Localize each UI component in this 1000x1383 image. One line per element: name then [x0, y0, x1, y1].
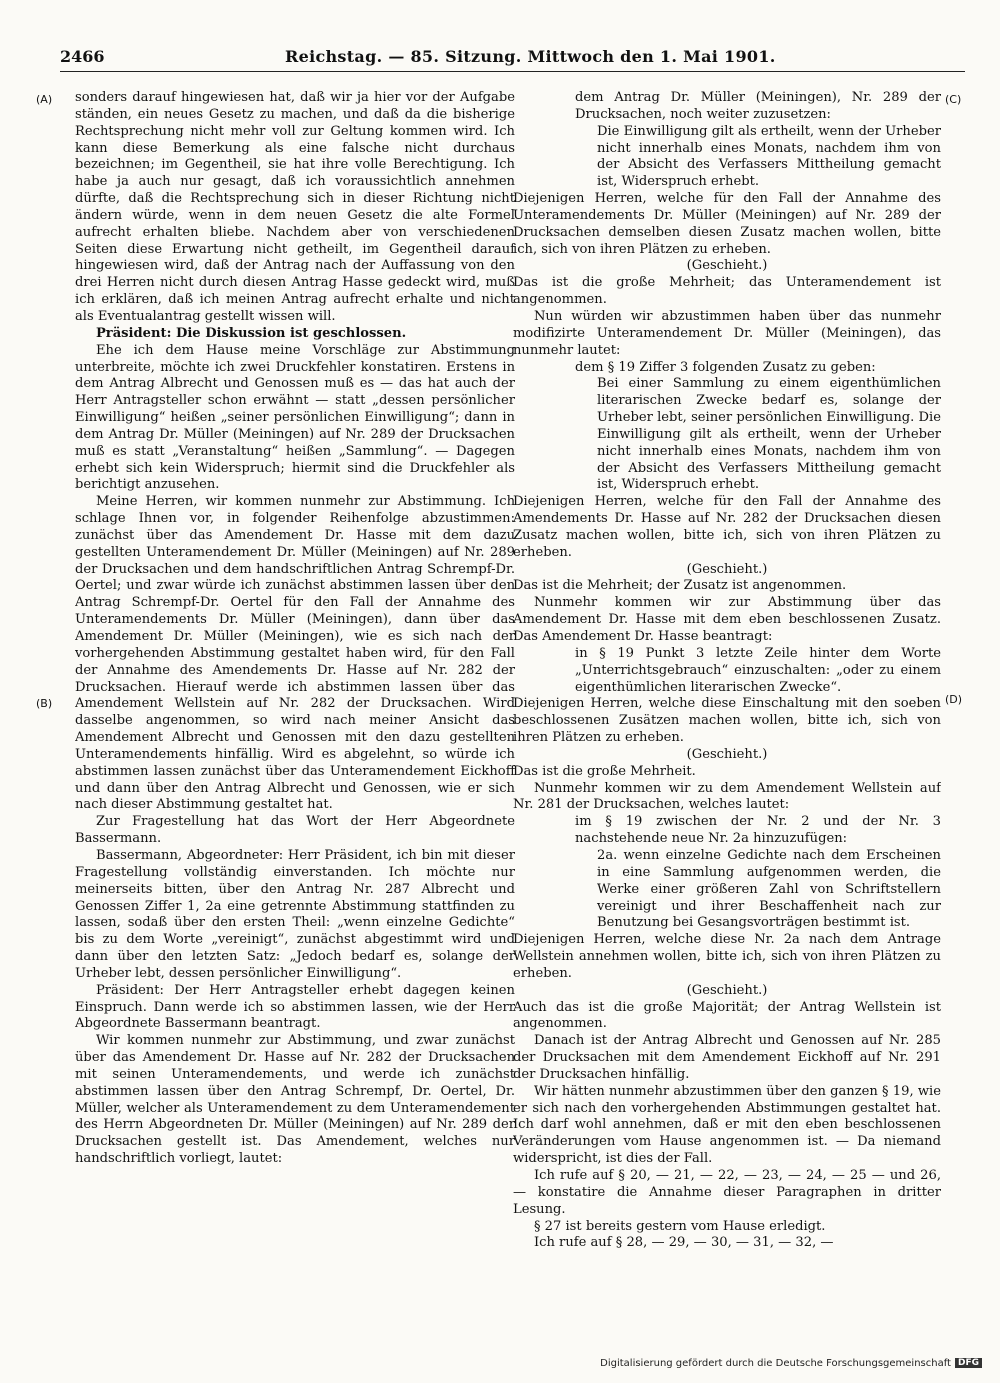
stage-direction: (Geschieht.): [686, 561, 768, 577]
left-column: [75, 90, 515, 1310]
paragraph: Nun würden wir abzustimmen haben über das nunmehr modifizirte Unteramendement Dr. Müller (Meiningen), das nunmehr lautet:: [513, 308, 941, 358]
paragraph: Das ist die Mehrheit; der Zusatz ist angenommen.: [513, 578, 847, 594]
paragraph: Zur Fragestellung hat das Wort der Herr Abgeordnete Bassermann.: [75, 814, 515, 847]
paragraph: Ich rufe auf § 20, — 21, — 22, — 23, — 24, — 25 — und 26, — konstatire die Annahme dieser Paragraphen in dritter Lesung.: [513, 1168, 941, 1217]
stage-direction: (Geschieht.): [686, 258, 768, 274]
paragraph: Ich rufe auf § 28, — 29, — 30, — 31, — 32, —: [533, 1235, 834, 1251]
margin-mark-a: (A): [36, 93, 53, 106]
margin-mark-d: (D): [945, 693, 963, 706]
page-number: 2466: [60, 47, 105, 66]
paragraph: Diejenigen Herren, welche für den Fall der Annahme des Unteramendements Dr. Müller (Meiningen) auf Nr. 289 der Drucksachen demselben diesen Zusatz machen wollen, bitte ich, sich von ihren Plätzen zu erheben.: [513, 191, 941, 257]
margin-mark-b: (B): [36, 697, 53, 710]
stage-direction: (Geschieht.): [686, 746, 768, 762]
paragraph: Das ist die große Mehrheit; das Unteramendement ist angenommen.: [513, 275, 941, 308]
running-title: Reichstag. — 85. Sitzung. Mittwoch den 1. Mai 1901.: [285, 47, 776, 66]
paragraph: Diejenigen Herren, welche diese Nr. 2a nach dem Antrage Wellstein annehmen wollen, bitte ich, sich von ihren Plätzen zu erheben.: [513, 932, 941, 981]
quoted-text: Die Einwilligung gilt als ertheilt, wenn der Urheber nicht innerhalb eines Monats, nachdem ihm von der Absicht des Verfassers Mittheilung gemacht ist, Widerspruch erhebt.: [597, 123, 941, 190]
stage-direction: (Geschieht.): [686, 982, 768, 998]
paragraph: Das ist die große Mehrheit.: [513, 763, 696, 779]
paragraph: Diejenigen Herren, welche für den Fall der Annahme des Amendements Dr. Hasse auf Nr. 282 der Drucksachen diesen Zusatz machen wollen, bitte ich, sich von ihren Plätzen zu erheben.: [513, 494, 941, 560]
paragraph: Auch das ist die große Majorität; der Antrag Wellstein ist angenommen.: [513, 999, 941, 1032]
paragraph: Meine Herren, wir kommen nunmehr zur Abstimmung. Ich schlage Ihnen vor, in folgender Reihenfolge abzustimmen: zunächst über das Amendement Dr. Hasse mit dem dazu gestellten Unteramendement Dr. Müller (Meiningen) auf Nr. 289 der Drucksachen und dem handschriftlichen Antrag Schrempf-Dr. Oertel; und zwar würde ich zunächst abstimmen lassen über den Antrag Schrempf-Dr. Oertel für den Fall der Annahme des Unteramendements Dr. Müller (Meiningen), dann über das Amendement Dr. Müller (Meiningen), wie es sich nach der vorhergehenden Abstimmung gestaltet haben wird, für den Fall der Annahme des Amendements Dr. Hasse auf Nr. 282 der Drucksachen. Hierauf werde ich abstimmen lassen über das Amendement Wellstein auf Nr. 282 der Drucksachen. Wird dasselbe angenommen, so wird nach meiner Ansicht das Amendement Albrecht und Genossen mit den dazu gestellten Unteramendements hinfällig. Wird es abgelehnt, so würde ich abstimmen lassen zunächst über das Unteramendement Eickhoff und dann über den Antrag Albrecht und Genossen, wie er sich nach dieser Abstimmung gestaltet hat.: [75, 494, 515, 813]
paragraph: Danach ist der Antrag Albrecht und Genossen auf Nr. 285 der Drucksachen mit dem Amendement Eickhoff auf Nr. 291 der Drucksachen hinfällig.: [513, 1033, 941, 1082]
speaker-paragraph: Bassermann, Abgeordneter: Herr Präsident, ich bin mit dieser Fragestellung vollständig einverstanden. Ich möchte nur meinerseits bitten, über den Antrag Nr. 287 Albrecht und Genossen Ziffer 1, 2a eine getrennte Abstimmung stattfinden zu lassen, sodaß über den ersten Theil: „wenn einzelne Gedichte“ bis zu dem Worte „vereinigt“, zunächst abgestimmt wird und dann über den letzten Satz: „Jedoch bedarf es, solange der Urheber lebt, dessen persönlicher Einwilligung“.: [75, 847, 515, 981]
right-column: [513, 90, 941, 1310]
paragraph: Diejenigen Herren, welche diese Einschaltung mit den soeben beschlossenen Zusätzen machen wollen, bitte ich, sich von ihren Plätzen zu erheben.: [513, 696, 941, 746]
quoted-text: dem § 19 Ziffer 3 folgenden Zusatz zu geben:: [575, 359, 876, 375]
margin-mark-c: (C): [945, 93, 962, 106]
paragraph: Wir kommen nunmehr zur Abstimmung, und zwar zunächst über das Amendement Dr. Hasse auf Nr. 282 der Drucksachen mit seinen Unteramendements, und werde ich zunächst abstimmen lassen über den Antrag Schrempf, Dr. Oertel, Dr. Müller, welcher als Unteramendement zu dem Unteramendement des Herrn Abgeordneten Dr. Müller (Meiningen) auf Nr. 289 der Drucksachen gestellt ist. Das Amendement, welches nur handschriftlich vorliegt, lautet:: [75, 1033, 515, 1167]
quoted-text: dem Antrag Dr. Müller (Meiningen), Nr. 289 der Drucksachen, noch weiter zuzusetzen:: [575, 90, 941, 122]
paragraph: Nunmehr kommen wir zur Abstimmung über das Amendement Dr. Hasse mit dem eben beschlossenen Zusatz. Das Amendement Dr. Hasse beantragt:: [513, 595, 941, 644]
quoted-text: im § 19 zwischen der Nr. 2 und der Nr. 3 nachstehende neue Nr. 2a hinzuzufügen:: [575, 814, 941, 847]
paragraph: sonders darauf hingewiesen hat, daß wir ja hier vor der Aufgabe ständen, ein neues Gesetz zu machen, und daß da die bisherige Rechtsprechung nicht mehr voll zur Geltung kommen wird. Ich kann diese Bemerkung als eine falsche nicht durchaus bezeichnen; im Gegentheil, sie hat ihre volle Berechtigung. Ich habe ja auch nur gesagt, daß ich voraussichtlich annehmen dürfte, daß die Rechtsprechung sich in dieser Richtung nicht ändern würde, wenn in dem neuen Gesetz die alte Formel aufrecht erhalten bliebe. Nachdem aber von verschiedenen Seiten diese Erwartung nicht getheilt, im Gegentheil darauf hingewiesen wird, daß der Antrag nach der Auffassung von den drei Herren nicht durch diesen Antrag Hasse gedeckt wird, muß ich erklären, daß ich meinen Antrag aufrecht erhalte und nicht als Eventualantrag gestellt wissen will.: [75, 90, 515, 324]
footer-text: Digitalisierung gefördert durch die Deutsche Forschungsgemeinschaft: [600, 1357, 951, 1369]
paragraph: § 27 ist bereits gestern vom Hause erledigt.: [533, 1218, 826, 1234]
quoted-text: Bei einer Sammlung zu einem eigenthümlichen literarischen Zwecke bedarf es, solange der Urheber lebt, seiner persönlichen Einwilligung. Die Einwilligung gilt als ertheilt, wenn der Urheber nicht innerhalb eines Monats, nachdem ihm von der Absicht des Verfassers Mittheilung gemacht ist, Widerspruch erhebt.: [597, 376, 941, 493]
speaker-paragraph: Präsident: Die Diskussion ist geschlossen.: [95, 325, 407, 341]
header-rule: [60, 71, 965, 72]
page-header: [60, 46, 965, 68]
paragraph: Wir hätten nunmehr abzustimmen über den ganzen § 19, wie er sich nach den vorhergehenden Abstimmungen gestaltet hat. Ich darf wohl annehmen, daß er mit den eben beschlossenen Veränderungen vom Hause angenommen ist. — Da niemand widerspricht, ist dies der Fall.: [513, 1083, 941, 1167]
paragraph: Nunmehr kommen wir zu dem Amendement Wellstein auf Nr. 281 der Drucksachen, welches lautet:: [513, 780, 941, 813]
speaker-paragraph: Präsident: Der Herr Antragsteller erhebt dagegen keinen Einspruch. Dann werde ich so abstimmen lassen, wie der Herr Abgeordnete Bassermann beantragt.: [75, 982, 515, 1032]
footer-credit: [600, 1355, 982, 1371]
paragraph: Ehe ich dem Hause meine Vorschläge zur Abstimmung unterbreite, möchte ich zwei Druckfehler konstatiren. Erstens in dem Antrag Albrecht und Genossen muß es — das hat auch der Herr Antragsteller schon erwähnt — statt „dessen persönlicher Einwilligung“ heißen „seiner persönlichen Einwilligung“; dann in dem Antrag Dr. Müller (Meiningen) auf Nr. 289 der Drucksachen muß es statt „Veranstaltung“ heißen „Sammlung“. — Dagegen erhebt sich kein Widerspruch; hiermit sind die Druckfehler als berichtigt anzusehen.: [75, 342, 515, 493]
quoted-text: in § 19 Punkt 3 letzte Zeile hinter dem Worte „Unterrichtsgebrauch“ einzuschalten: „oder zu einem eigenthümlichen literarischen Zwecke“.: [575, 645, 941, 695]
quoted-text: 2a. wenn einzelne Gedichte nach dem Erscheinen in eine Sammlung aufgenommen werden, die Werke einer größeren Zahl von Schriftstellern vereinigt und ihrer Beschaffenheit nach zur Benutzung bei Gesangsvorträgen bestimmt ist.: [597, 847, 941, 931]
dfg-logo-icon: DFG: [955, 1358, 982, 1368]
